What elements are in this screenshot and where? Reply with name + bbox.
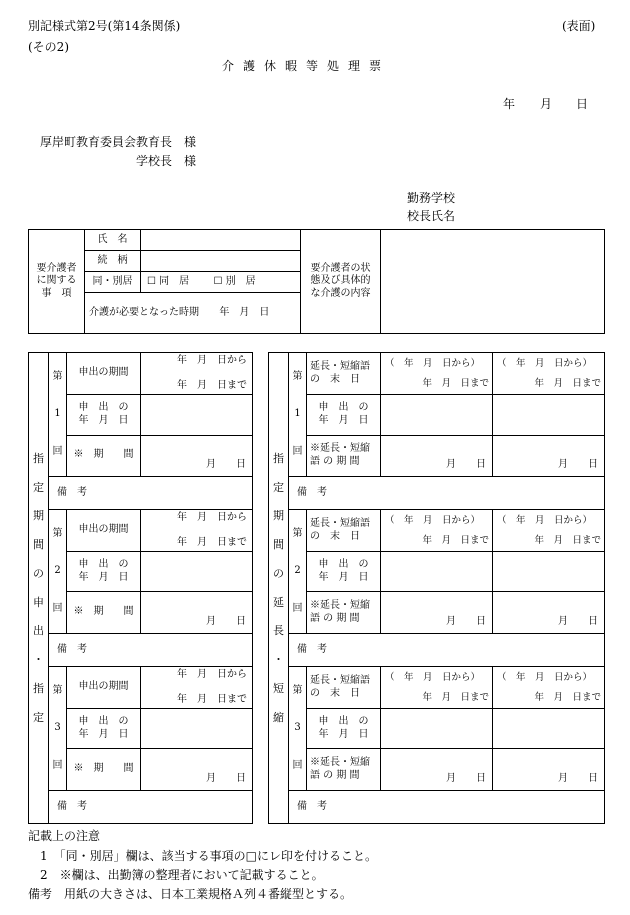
period-label: 申出の期間 [67,353,141,395]
sender-school: 勤務学校 [407,191,456,205]
request-date-label: 申 出 の 年 月 日 [67,552,141,592]
left-vertical-char: 指 [33,681,44,695]
mark-period-field[interactable]: 月 日 [141,435,253,476]
remarks-field[interactable] [289,790,605,823]
right-panel-table [268,352,605,824]
right-vertical-char: 指 [273,451,284,465]
date-year: 年 [503,97,516,111]
request-date-label: 申 出 の 年 月 日 [307,709,381,749]
request-date-field[interactable] [141,395,253,435]
note-item-1: 1 「同・別居」欄は、該当する事項の□にレ印を付けること。 [40,849,377,863]
period-field[interactable]: 年 月 日から 年 月 日まで [141,509,253,551]
remarks-label: 備 考 [297,800,327,812]
request-date-field-2[interactable] [493,552,605,592]
remarks-field[interactable] [49,790,253,823]
end-date-field-2[interactable]: （ 年 月 日から） 年 月 日まで [493,509,605,551]
notes-footer: 備考 用紙の大きさは、日本工業規格Ａ列４番縦型とする。 [28,887,353,901]
mark-period-label: ※延長・短縮 語 の 期 間 [307,749,381,790]
remarks-label: 備 考 [57,486,87,498]
mark-period-field-2[interactable]: 月 日 [493,435,605,476]
addressee-line1: 厚岸町教育委員会教育長 様 [40,135,197,149]
right-vertical-char: ・ [273,653,284,666]
remarks-field[interactable] [49,476,253,509]
period-label: 申出の期間 [67,509,141,551]
name-label: 氏 名 [85,230,141,251]
right-vertical-char: の [273,566,284,580]
cohabit-same-checkbox[interactable]: ☐ 同 居 [147,275,190,287]
note-item-2: 2 ※欄は、出勤簿の整理者において記載すること。 [40,868,324,882]
remarks-label: 備 考 [57,800,87,812]
left-vertical-char: 出 [33,624,44,638]
right-vertical-char: 長 [273,624,284,638]
left-vertical-char: 間 [33,538,44,551]
remarks-label: 備 考 [297,486,327,498]
right-vertical-char: 縮 [273,710,284,724]
mark-period-label: ※ 期 間 [67,435,141,476]
remarks-field[interactable] [289,633,605,666]
mark-period-field-2[interactable]: 月 日 [493,749,605,790]
end-date-label: 延長・短縮語 の 末 日 [307,353,381,395]
name-field[interactable] [141,230,301,251]
page-title: 介護休暇等処理票 [222,59,391,73]
right-vertical-char: 短 [273,681,284,695]
left-block-3-index: 第 3 回 [49,666,67,790]
request-date-field-1[interactable] [381,709,493,749]
right-vertical-label [269,353,289,824]
condition-field[interactable] [381,230,605,334]
mark-period-field-1[interactable]: 月 日 [381,435,493,476]
cohabit-separate-checkbox[interactable]: ☐ 別 居 [213,275,256,287]
mark-period-field[interactable]: 月 日 [141,749,253,790]
mark-period-field[interactable]: 月 日 [141,592,253,633]
request-date-label: 申 出 の 年 月 日 [67,395,141,435]
end-date-field-2[interactable]: （ 年 月 日から） 年 月 日まで [493,353,605,395]
left-block-1-index: 第 1 回 [49,353,67,477]
left-block-2-index: 第 2 回 [49,509,67,633]
right-block-1-index: 第 1 回 [289,353,307,477]
remarks-field[interactable] [289,476,605,509]
addressee-line2: 学校長 様 [136,154,197,168]
left-vertical-char: の [33,566,44,580]
side-label: (表面) [562,19,596,33]
sender-principal: 校長氏名 [407,209,456,223]
right-block-3-index: 第 3 回 [289,666,307,790]
mark-period-label: ※ 期 間 [67,749,141,790]
need-time-label: 介護が必要となった時期 [89,306,199,318]
end-date-field-1[interactable]: （ 年 月 日から） 年 月 日まで [381,509,493,551]
right-block-2-index: 第 2 回 [289,509,307,633]
period-field[interactable]: 年 月 日から 年 月 日まで [141,353,253,395]
cohabit-options[interactable] [141,272,301,293]
request-date-field-1[interactable] [381,395,493,435]
need-time-row[interactable] [85,293,301,334]
end-date-field-1[interactable]: （ 年 月 日から） 年 月 日まで [381,666,493,708]
end-date-field-1[interactable]: （ 年 月 日から） 年 月 日まで [381,353,493,395]
need-time-date: 年 月 日 [219,306,270,318]
mark-period-label: ※延長・短縮 語 の 期 間 [307,592,381,633]
period-label: 申出の期間 [67,666,141,708]
right-vertical-char: 延 [273,595,284,609]
left-vertical-label [29,353,49,824]
mark-period-field-1[interactable]: 月 日 [381,749,493,790]
relation-field[interactable] [141,251,301,272]
left-vertical-char: ・ [33,653,44,666]
left-vertical-char: 定 [33,710,44,724]
care-recipient-table [28,229,605,334]
request-date-field[interactable] [141,709,253,749]
right-vertical-char: 期 [273,509,284,523]
end-date-label: 延長・短縮語 の 末 日 [307,509,381,551]
mark-period-field-2[interactable]: 月 日 [493,592,605,633]
request-date-label: 申 出 の 年 月 日 [307,552,381,592]
period-field[interactable]: 年 月 日から 年 月 日まで [141,666,253,708]
left-vertical-char: 期 [33,509,44,523]
request-date-field-2[interactable] [493,395,605,435]
mark-period-label: ※延長・短縮 語 の 期 間 [307,435,381,476]
cohabit-label: 同・別居 [85,272,141,293]
end-date-field-2[interactable]: （ 年 月 日から） 年 月 日まで [493,666,605,708]
left-vertical-char: 指 [33,451,44,465]
end-date-label: 延長・短縮語 の 末 日 [307,666,381,708]
relation-label: 続 柄 [85,251,141,272]
date-month: 月 [540,97,553,111]
request-date-label: 申 出 の 年 月 日 [67,709,141,749]
request-date-field-1[interactable] [381,552,493,592]
condition-label: 要介護者の状 態及び具体的 な介護の内容 [301,230,381,334]
mark-period-field-1[interactable]: 月 日 [381,592,493,633]
sub-id: (その2) [28,40,69,54]
remarks-label: 備 考 [297,643,327,655]
notes-heading: 記載上の注意 [28,829,101,843]
remarks-label: 備 考 [57,643,87,655]
left-vertical-char: 定 [33,480,44,494]
request-date-label: 申 出 の 年 月 日 [307,395,381,435]
date-day: 日 [576,97,589,111]
left-vertical-char: 申 [33,595,44,609]
left-panel-table [28,352,253,824]
request-date-field[interactable] [141,552,253,592]
right-vertical-char: 定 [273,480,284,494]
form-id: 別記様式第2号(第14条関係) [28,19,181,33]
care-section-label: 要介護者 に関する 事 項 [29,230,85,334]
request-date-field-2[interactable] [493,709,605,749]
remarks-field[interactable] [49,633,253,666]
right-vertical-char: 間 [273,538,284,551]
mark-period-label: ※ 期 間 [67,592,141,633]
